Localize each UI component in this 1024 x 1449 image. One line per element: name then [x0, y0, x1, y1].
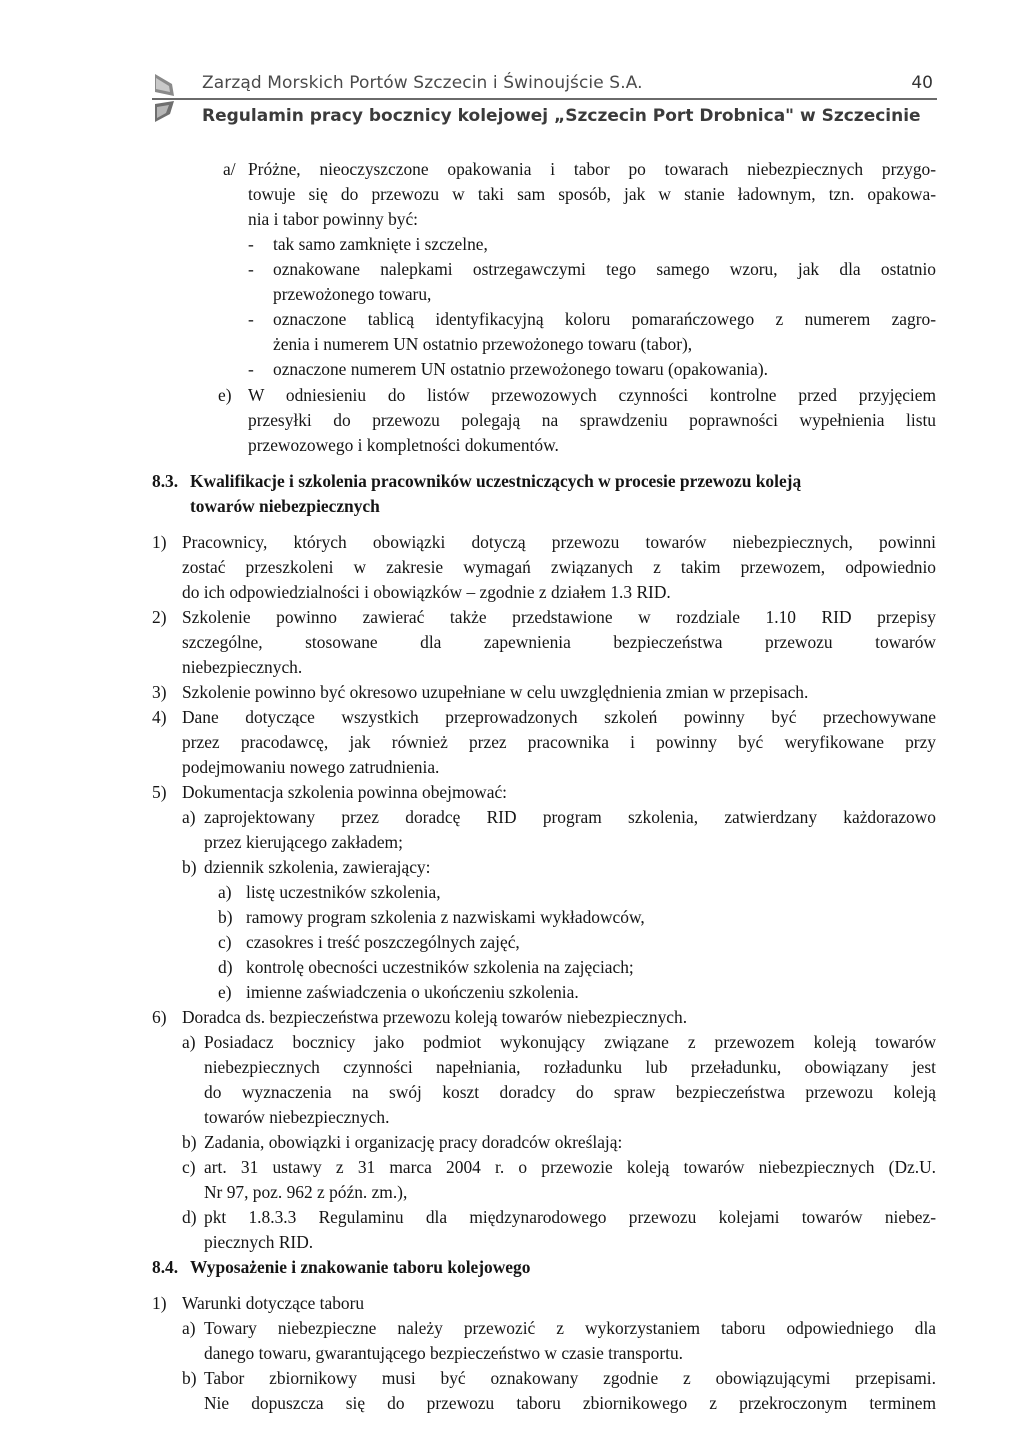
item-label: 4)	[152, 707, 167, 727]
header-document-title: Regulamin pracy bocznicy kolejowej „Szczecin Port Drobnica" w Szczecinie	[202, 106, 921, 126]
item-label: b)	[182, 1368, 197, 1388]
paragraph-line: danego towaru, gwarantującego bezpieczeństwo w czasie transportu.	[204, 1343, 684, 1363]
item-label: a)	[182, 807, 196, 827]
section-number: 8.3.	[152, 471, 179, 491]
paragraph-line: Towary niebezpieczne należy przewozić z wykorzystaniem taboru odpowiedniego dla	[204, 1318, 936, 1338]
paragraph-line: Zadania, obowiązki i organizację pracy doradców określają:	[204, 1132, 623, 1152]
paragraph-line: niebezpiecznych czynności napełniania, rozładunku lub przeładunku, obowiązany jest	[204, 1057, 936, 1077]
paragraph-line: dziennik szkolenia, zawierający:	[204, 857, 431, 877]
item-label: 1)	[152, 532, 167, 552]
paragraph-line: tak samo zamknięte i szczelne,	[273, 234, 488, 254]
section-heading: towarów niebezpiecznych	[190, 496, 380, 516]
item-label: e)	[218, 385, 232, 405]
item-label: 3)	[152, 682, 167, 702]
paragraph-line: przez kierującego zakładem;	[204, 832, 403, 852]
item-label: a)	[182, 1032, 196, 1052]
item-label: b)	[182, 1132, 197, 1152]
item-label: c)	[182, 1157, 196, 1177]
paragraph-line: oznakowane nalepkami ostrzegawczymi tego samego wzoru, jak dla ostatnio	[273, 259, 936, 279]
paragraph-line: Szkolenie powinno być okresowo uzupełniane w celu uwzględnienia zmian w przepisach.	[182, 682, 809, 702]
paragraph-line: do wyznaczenia na swój koszt doradcy do spraw bezpieczeństwa przewozu koleją	[204, 1082, 936, 1102]
paragraph-line: imienne zaświadczenia o ukończeniu szkolenia.	[246, 982, 579, 1002]
paragraph-line: Posiadacz bocznicy jako podmiot wykonujący związane z przewozem koleją towarów	[204, 1032, 936, 1052]
item-label: b)	[218, 907, 233, 927]
paragraph-line: Szkolenie powinno zawierać także przedstawione w rozdziale 1.10 RID przepisy	[182, 607, 936, 627]
item-label: c)	[218, 932, 232, 952]
item-label: -	[248, 234, 254, 254]
paragraph-line: towarów niebezpiecznych.	[204, 1107, 390, 1127]
item-label: -	[248, 309, 254, 329]
paragraph-line: Próżne, nieoczyszczone opakowania i tabor po towarach niebezpiecznych przygo-	[248, 159, 936, 179]
item-label: d)	[218, 957, 233, 977]
paragraph-line: towuje się do przewozu w taki sam sposób, jak w stanie ładownym, tzn. opakowa-	[248, 184, 936, 204]
paragraph-line: oznaczone tablicą identyfikacyjną koloru pomarańczowego z numerem zagro-	[273, 309, 936, 329]
item-label: a/	[223, 159, 236, 179]
item-label: b)	[182, 857, 197, 877]
paragraph-line: Nie dopuszcza się do przewozu taboru zbiornikowego z przekroczonym terminem	[204, 1393, 936, 1413]
section-heading: Wyposażenie i znakowanie taboru kolejowego	[190, 1257, 531, 1277]
paragraph-line: W odniesieniu do listów przewozowych czynności kontrolne przed przyjęciem	[248, 385, 936, 405]
paragraph-line: pkt 1.8.3.3 Regulaminu dla międzynarodowego przewozu kolejami towarów niebez-	[204, 1207, 936, 1227]
paragraph-line: żenia i numerem UN ostatnio przewożonego towaru (tabor),	[273, 334, 693, 354]
paragraph-line: Tabor zbiornikowy musi być oznakowany zgodnie z obowiązującymi przepisami.	[204, 1368, 936, 1388]
item-label: -	[248, 259, 254, 279]
section-number: 8.4.	[152, 1257, 179, 1277]
paragraph-line: przewozowego i kompletności dokumentów.	[248, 435, 559, 455]
paragraph-line: przewożonego towaru,	[273, 284, 432, 304]
paragraph-line: zostać przeszkoleni w zakresie wymagań związanych z takim przewozem, odpowiednio	[182, 557, 936, 577]
item-label: 5)	[152, 782, 167, 802]
paragraph-line: Doradca ds. bezpieczeństwa przewozu koleją towarów niebezpiecznych.	[182, 1007, 688, 1027]
header-divider	[152, 98, 937, 100]
paragraph-line: Warunki dotyczące taboru	[182, 1293, 365, 1313]
paragraph-line: szczególne, stosowane dla zapewnienia bezpieczeństwa przewozu towarów	[182, 632, 936, 652]
item-label: 6)	[152, 1007, 167, 1027]
item-label: d)	[182, 1207, 197, 1227]
paragraph-line: Nr 97, poz. 962 z późn. zm.),	[204, 1182, 408, 1202]
paragraph-line: Dane dotyczące wszystkich przeprowadzonych szkoleń powinny być przechowywane	[182, 707, 936, 727]
paragraph-line: przez pracodawcę, jak również przez pracownika i powinny być weryfikowane przy	[182, 732, 936, 752]
item-label: a)	[218, 882, 232, 902]
paragraph-line: zaprojektowany przez doradcę RID program szkolenia, zatwierdzany każdorazowo	[204, 807, 936, 827]
page-number: 40	[911, 73, 933, 93]
header-organization: Zarząd Morskich Portów Szczecin i Świnoujście S.A.	[202, 73, 643, 93]
item-label: 1)	[152, 1293, 167, 1313]
paragraph-line: piecznych RID.	[204, 1232, 314, 1252]
paragraph-line: Pracownicy, których obowiązki dotyczą przewozu towarów niebezpiecznych, powinni	[182, 532, 936, 552]
item-label: 2)	[152, 607, 167, 627]
paragraph-line: ramowy program szkolenia z nazwiskami wykładowców,	[246, 907, 645, 927]
item-label: a)	[182, 1318, 196, 1338]
paragraph-line: kontrolę obecności uczestników szkolenia na zajęciach;	[246, 957, 634, 977]
paragraph-line: art. 31 ustawy z 31 marca 2004 r. o przewozie koleją towarów niebezpiecznych (Dz.U.	[204, 1157, 936, 1177]
paragraph-line: Dokumentacja szkolenia powinna obejmować:	[182, 782, 508, 802]
paragraph-line: nia i tabor powinny być:	[248, 209, 419, 229]
paragraph-line: przesyłki do przewozu polegają na sprawdzeniu poprawności wypełnienia listu	[248, 410, 936, 430]
paragraph-line: czasokres i treść poszczególnych zajęć,	[246, 932, 520, 952]
paragraph-line: listę uczestników szkolenia,	[246, 882, 441, 902]
item-label: -	[248, 359, 254, 379]
paragraph-line: oznaczone numerem UN ostatnio przewożonego towaru (opakowania).	[273, 359, 768, 379]
section-heading: Kwalifikacje i szkolenia pracowników uczestniczących w procesie przewozu koleją	[190, 471, 802, 491]
item-label: e)	[218, 982, 232, 1002]
paragraph-line: niebezpiecznych.	[182, 657, 303, 677]
paragraph-line: do ich odpowiedzialności i obowiązków – zgodnie z działem 1.3 RID.	[182, 582, 671, 602]
paragraph-line: podejmowaniu nowego zatrudnienia.	[182, 757, 440, 777]
